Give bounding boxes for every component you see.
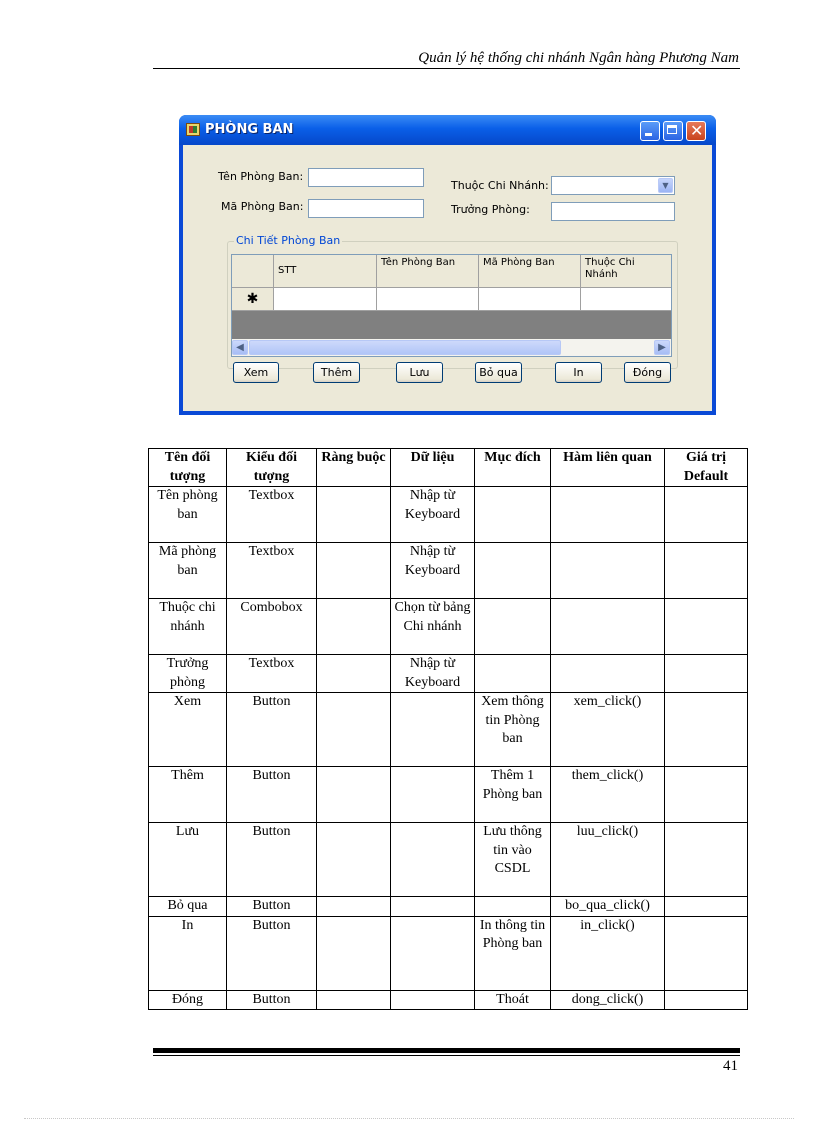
ma-phong-ban-input[interactable]	[308, 199, 424, 218]
table-cell: Nhập từ Keyboard	[391, 543, 475, 599]
table-cell	[475, 599, 551, 655]
page-number: 41	[723, 1058, 738, 1074]
table-cell	[551, 543, 665, 599]
column-header: Kiểu đối tượng	[227, 449, 317, 487]
table-cell: Button	[227, 767, 317, 823]
table-cell	[317, 916, 391, 990]
table-cell	[475, 543, 551, 599]
table-header	[149, 449, 748, 487]
bottom-divider	[24, 1118, 794, 1119]
grid-new-row[interactable]	[232, 288, 671, 311]
new-row-marker-icon: ✱	[232, 288, 274, 311]
table-cell	[317, 655, 391, 693]
xem-button[interactable]: Xem	[233, 362, 279, 383]
table-cell	[317, 599, 391, 655]
object-spec-table	[148, 448, 748, 1010]
grid-header-row	[232, 255, 671, 288]
table-cell: Tên phòng ban	[149, 487, 227, 543]
grid-column-header[interactable]: Thuộc Chi Nhánh	[581, 255, 671, 288]
table-cell: dong_click()	[551, 990, 665, 1010]
table-cell	[317, 487, 391, 543]
app-icon	[186, 123, 200, 136]
column-header: Ràng buộc	[317, 449, 391, 487]
table-cell	[475, 655, 551, 693]
grid-corner-cell	[232, 255, 274, 288]
table-cell: Thoát	[475, 990, 551, 1010]
table-row	[149, 693, 748, 767]
table-cell	[475, 487, 551, 543]
table-cell: them_click()	[551, 767, 665, 823]
table-cell: In	[149, 916, 227, 990]
scroll-right-icon[interactable]: ▶	[654, 340, 670, 355]
table-cell	[665, 543, 748, 599]
ten-phong-ban-input[interactable]	[308, 168, 424, 187]
table-cell	[665, 487, 748, 543]
table-header-row	[149, 449, 748, 487]
column-header: Tên đối tượng	[149, 449, 227, 487]
table-row	[149, 655, 748, 693]
phong-ban-datagrid[interactable]	[231, 254, 672, 357]
in-button[interactable]: In	[555, 362, 602, 383]
table-cell	[475, 897, 551, 917]
grid-cell[interactable]	[377, 288, 479, 311]
truong-phong-input[interactable]	[551, 202, 675, 221]
table-cell: bo_qua_click()	[551, 897, 665, 917]
table-cell: xem_click()	[551, 693, 665, 767]
table-cell: Lưu	[149, 823, 227, 897]
table-cell	[317, 897, 391, 917]
column-header: Mục đích	[475, 449, 551, 487]
table-cell: Textbox	[227, 543, 317, 599]
table-cell: Button	[227, 990, 317, 1010]
table-cell: Lưu thông tin vào CSDL	[475, 823, 551, 897]
table-cell: luu_click()	[551, 823, 665, 897]
thuoc-chi-nhanh-label: Thuộc Chi Nhánh:	[451, 179, 549, 192]
footer-rule-thin	[153, 1055, 740, 1056]
ma-phong-ban-label: Mã Phòng Ban:	[221, 200, 304, 213]
column-header: Giá trị Default	[665, 449, 748, 487]
close-icon: ✕	[690, 121, 704, 140]
ten-phong-ban-label: Tên Phòng Ban:	[218, 170, 304, 183]
table-cell: Đóng	[149, 990, 227, 1010]
table-cell: Nhập từ Keyboard	[391, 655, 475, 693]
form-client-area	[183, 145, 712, 411]
table-cell: Mã phòng ban	[149, 543, 227, 599]
group-title: Chi Tiết Phòng Ban	[236, 234, 341, 247]
table-cell: Button	[227, 693, 317, 767]
table-cell	[665, 990, 748, 1010]
table-cell: Button	[227, 823, 317, 897]
table-row	[149, 767, 748, 823]
chevron-down-icon[interactable]: ▼	[658, 178, 673, 193]
dong-button[interactable]: Đóng	[624, 362, 671, 383]
page-header: Quản lý hệ thống chi nhánh Ngân hàng Phương Nam	[418, 50, 739, 66]
table-cell	[391, 823, 475, 897]
table-cell	[551, 599, 665, 655]
table-cell: In thông tin Phòng ban	[475, 916, 551, 990]
table-cell	[391, 897, 475, 917]
table-cell	[551, 655, 665, 693]
table-cell	[665, 897, 748, 917]
table-cell: Nhập từ Keyboard	[391, 487, 475, 543]
table-cell	[317, 767, 391, 823]
table-cell: Xem	[149, 693, 227, 767]
table-row	[149, 990, 748, 1010]
table-cell	[317, 543, 391, 599]
table-cell	[391, 916, 475, 990]
scroll-left-icon[interactable]: ◀	[232, 340, 248, 355]
table-cell: Thêm	[149, 767, 227, 823]
scrollbar-thumb[interactable]	[249, 340, 561, 355]
table-cell: Textbox	[227, 655, 317, 693]
table-cell	[391, 990, 475, 1010]
table-row	[149, 543, 748, 599]
minimize-button[interactable]	[640, 121, 660, 141]
grid-column-header[interactable]: STT	[274, 255, 377, 288]
table-cell	[551, 487, 665, 543]
close-button[interactable]	[686, 121, 706, 141]
table-row	[149, 897, 748, 917]
table-cell: Textbox	[227, 487, 317, 543]
table-cell	[317, 823, 391, 897]
grid-cell[interactable]	[581, 288, 671, 311]
title-bar	[179, 115, 716, 145]
grid-cell[interactable]	[479, 288, 581, 311]
table-cell	[391, 693, 475, 767]
thuoc-chi-nhanh-combobox[interactable]	[551, 176, 675, 195]
truong-phong-label: Trưởng Phòng:	[451, 203, 530, 216]
table-row	[149, 916, 748, 990]
table-row	[149, 823, 748, 897]
table-cell	[665, 693, 748, 767]
table-cell: Thuộc chi nhánh	[149, 599, 227, 655]
footer-rule	[153, 1048, 740, 1053]
column-header: Hàm liên quan	[551, 449, 665, 487]
grid-column-header[interactable]: Tên Phòng Ban	[377, 255, 479, 288]
table-cell	[317, 990, 391, 1010]
table-row	[149, 599, 748, 655]
table-row	[149, 487, 748, 543]
table-cell	[665, 916, 748, 990]
table-cell	[391, 767, 475, 823]
table-cell: Button	[227, 897, 317, 917]
table-cell	[665, 599, 748, 655]
table-cell	[665, 823, 748, 897]
them-button[interactable]: Thêm	[313, 362, 360, 383]
table-cell: Chọn từ bảng Chi nhánh	[391, 599, 475, 655]
table-cell: Combobox	[227, 599, 317, 655]
header-rule	[153, 68, 740, 69]
horizontal-scrollbar[interactable]	[232, 339, 671, 356]
luu-button[interactable]: Lưu	[396, 362, 443, 383]
column-header: Dữ liệu	[391, 449, 475, 487]
table-cell: Xem thông tin Phòng ban	[475, 693, 551, 767]
table-cell	[665, 655, 748, 693]
grid-column-header[interactable]: Mã Phòng Ban	[479, 255, 581, 288]
phong-ban-window	[179, 115, 716, 415]
table-cell	[665, 767, 748, 823]
bo-qua-button[interactable]: Bỏ qua	[475, 362, 522, 383]
table-cell: Bỏ qua	[149, 897, 227, 917]
window-title: PHÒNG BAN	[205, 122, 294, 137]
maximize-button[interactable]	[663, 121, 683, 141]
table-cell: Button	[227, 916, 317, 990]
table-cell: in_click()	[551, 916, 665, 990]
table-cell: Trưởng phòng	[149, 655, 227, 693]
table-cell	[317, 693, 391, 767]
table-cell: Thêm 1 Phòng ban	[475, 767, 551, 823]
grid-cell[interactable]	[274, 288, 377, 311]
